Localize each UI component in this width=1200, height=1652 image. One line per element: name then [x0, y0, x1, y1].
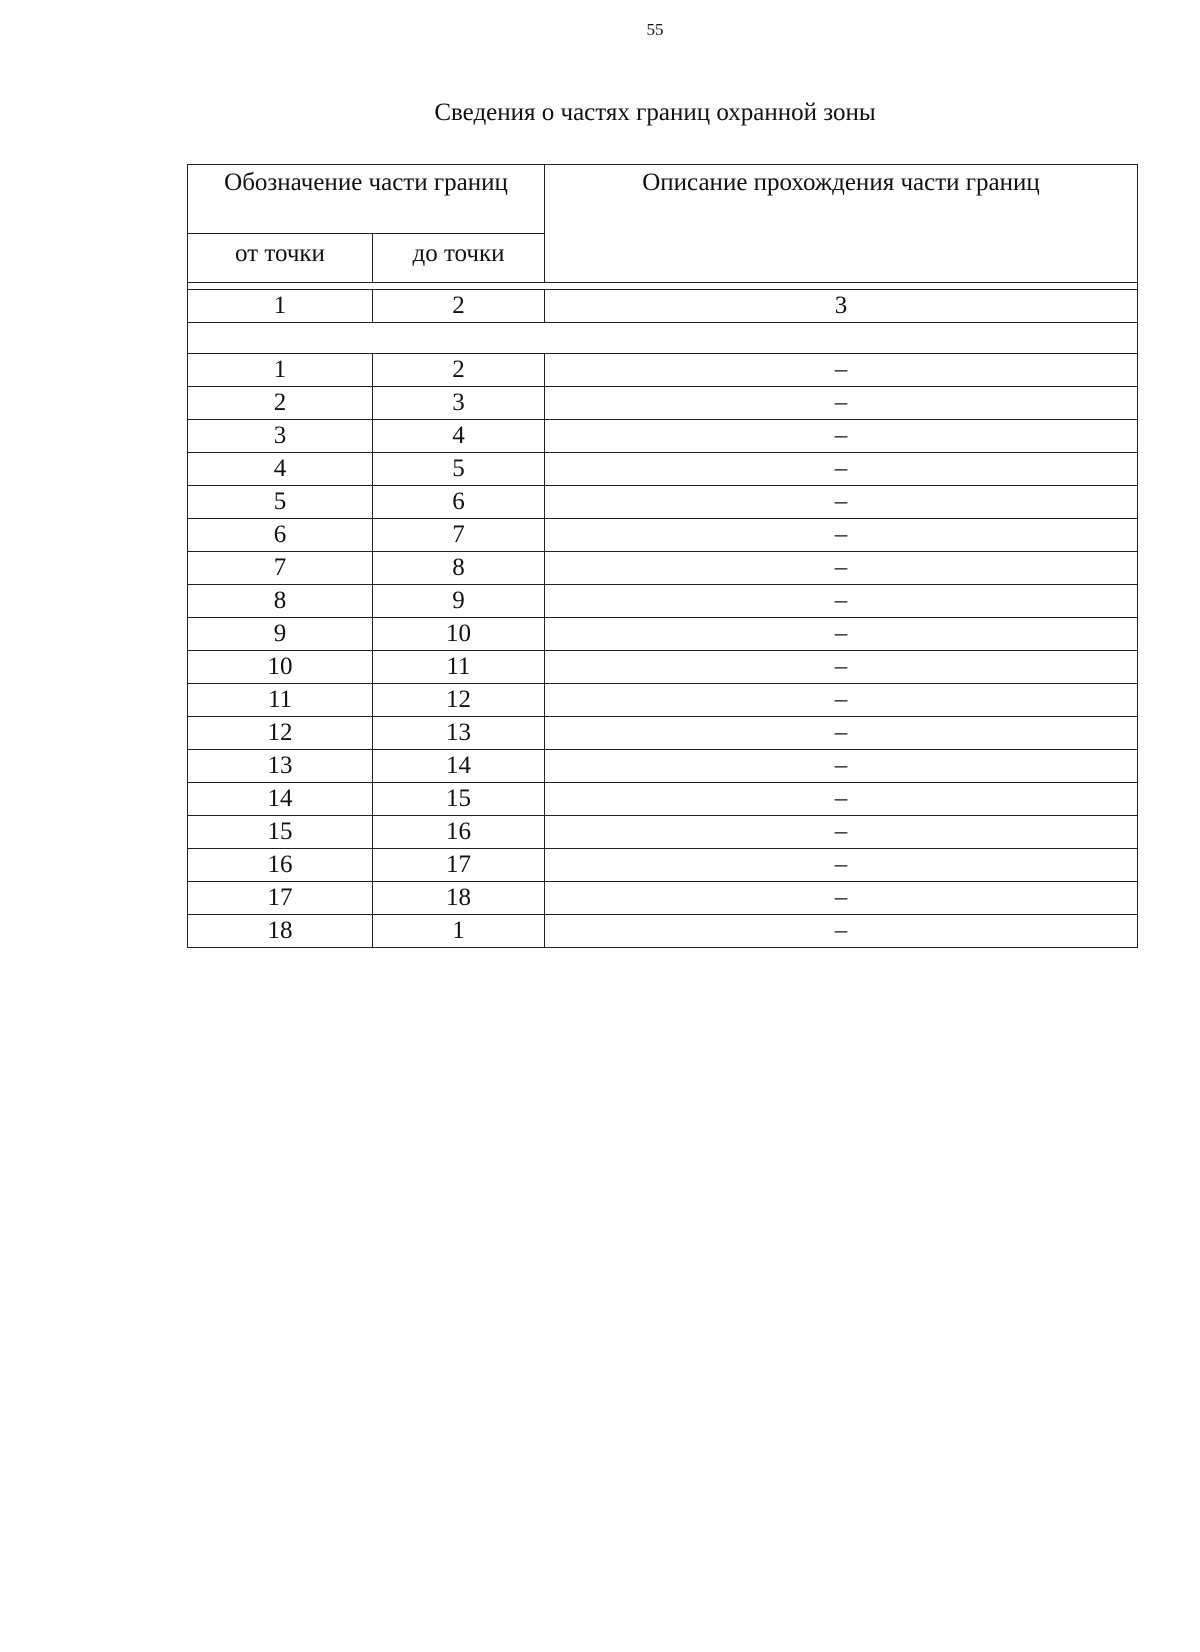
table-row: [188, 684, 1138, 717]
description-cell: –: [545, 783, 1138, 816]
to-point-cell: 15: [373, 783, 545, 816]
table-row: [188, 420, 1138, 453]
table-row: [188, 618, 1138, 651]
description-cell: –: [545, 519, 1138, 552]
boundary-parts-table: [187, 164, 1138, 948]
to-point-cell: 9: [373, 585, 545, 618]
to-point-cell: 5: [373, 453, 545, 486]
table-row: [188, 486, 1138, 519]
to-point-cell: 14: [373, 750, 545, 783]
to-point-cell: 16: [373, 816, 545, 849]
from-point-cell: 10: [188, 651, 373, 684]
table-row: [188, 387, 1138, 420]
header-row-group: [188, 165, 1138, 234]
table-row: [188, 585, 1138, 618]
header-boundary-designation: Обозначение части границ: [188, 165, 545, 234]
description-cell: –: [545, 717, 1138, 750]
from-point-cell: 13: [188, 750, 373, 783]
to-point-cell: 17: [373, 849, 545, 882]
description-cell: –: [545, 354, 1138, 387]
description-cell: –: [545, 816, 1138, 849]
section-cell: [188, 323, 1138, 354]
from-point-cell: 11: [188, 684, 373, 717]
column-number-1: 1: [188, 290, 373, 323]
description-cell: –: [545, 453, 1138, 486]
to-point-cell: 13: [373, 717, 545, 750]
description-cell: –: [545, 684, 1138, 717]
to-point-cell: 8: [373, 552, 545, 585]
description-cell: –: [545, 882, 1138, 915]
from-point-cell: 18: [188, 915, 373, 948]
to-point-cell: 12: [373, 684, 545, 717]
header-boundary-description: Описание прохождения части границ: [545, 165, 1138, 283]
table-row: [188, 552, 1138, 585]
description-cell: –: [545, 651, 1138, 684]
description-cell: –: [545, 585, 1138, 618]
from-point-cell: 4: [188, 453, 373, 486]
table-row: [188, 783, 1138, 816]
from-point-cell: 8: [188, 585, 373, 618]
from-point-cell: 6: [188, 519, 373, 552]
description-cell: –: [545, 486, 1138, 519]
from-point-cell: 16: [188, 849, 373, 882]
from-point-cell: 12: [188, 717, 373, 750]
table-row: [188, 717, 1138, 750]
to-point-cell: 2: [373, 354, 545, 387]
description-cell: –: [545, 915, 1138, 948]
header-from-point: от точки: [188, 234, 373, 283]
column-number-3: 3: [545, 290, 1138, 323]
section-row: [188, 323, 1138, 354]
description-cell: –: [545, 387, 1138, 420]
from-point-cell: 3: [188, 420, 373, 453]
to-point-cell: 3: [373, 387, 545, 420]
description-cell: –: [545, 618, 1138, 651]
column-number-2: 2: [373, 290, 545, 323]
table-row: [188, 519, 1138, 552]
table-row: [188, 915, 1138, 948]
header-gap-cell: [188, 283, 1138, 290]
description-cell: –: [545, 420, 1138, 453]
header-to-point: до точки: [373, 234, 545, 283]
description-cell: –: [545, 849, 1138, 882]
table-row: [188, 816, 1138, 849]
from-point-cell: 17: [188, 882, 373, 915]
description-cell: –: [545, 750, 1138, 783]
to-point-cell: 11: [373, 651, 545, 684]
table-row: [188, 750, 1138, 783]
to-point-cell: 4: [373, 420, 545, 453]
from-point-cell: 1: [188, 354, 373, 387]
table-row: [188, 651, 1138, 684]
page-number: 55: [646, 20, 664, 39]
from-point-cell: 5: [188, 486, 373, 519]
to-point-cell: 1: [373, 915, 545, 948]
table-row: [188, 453, 1138, 486]
table-row: [188, 354, 1138, 387]
from-point-cell: 14: [188, 783, 373, 816]
description-cell: –: [545, 552, 1138, 585]
table-row: [188, 882, 1138, 915]
to-point-cell: 7: [373, 519, 545, 552]
to-point-cell: 18: [373, 882, 545, 915]
from-point-cell: 15: [188, 816, 373, 849]
to-point-cell: 6: [373, 486, 545, 519]
from-point-cell: 2: [188, 387, 373, 420]
column-number-row: [188, 290, 1138, 323]
to-point-cell: 10: [373, 618, 545, 651]
from-point-cell: 9: [188, 618, 373, 651]
table-row: [188, 849, 1138, 882]
header-gap: [188, 283, 1138, 290]
from-point-cell: 7: [188, 552, 373, 585]
page-title: Сведения о частях границ охранной зоны: [434, 99, 876, 126]
